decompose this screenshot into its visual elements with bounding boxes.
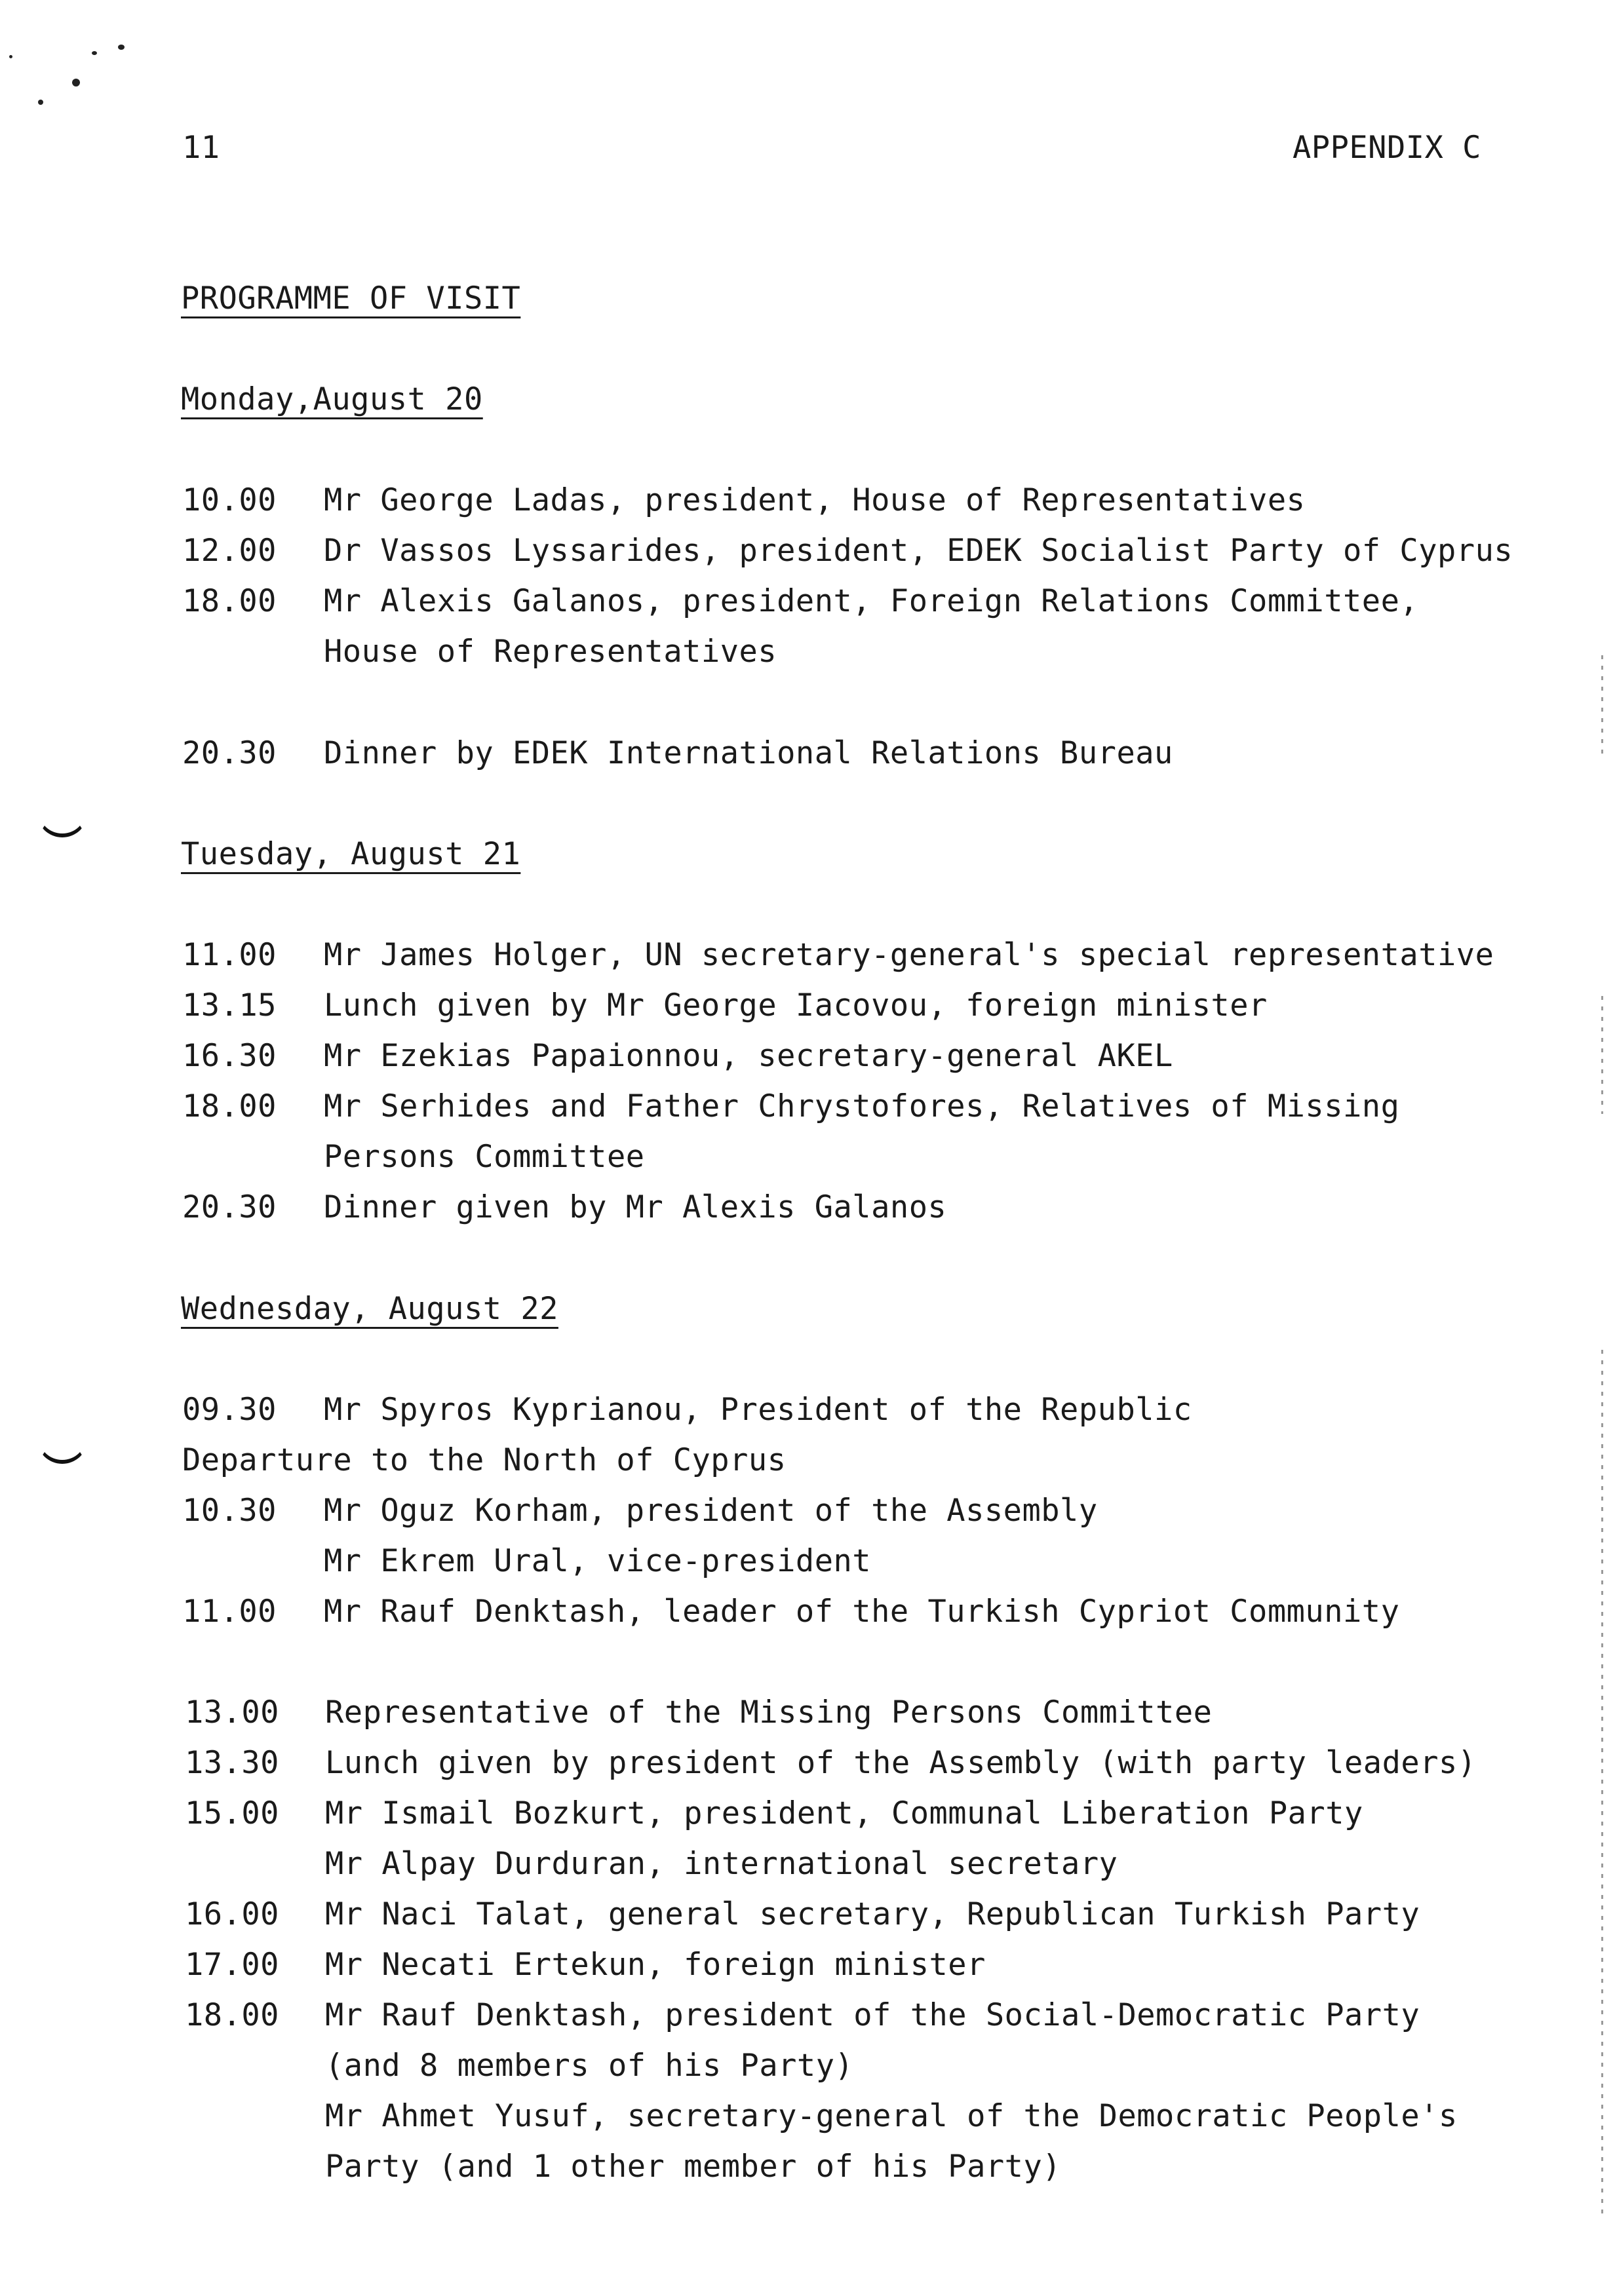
- page-number: 11: [182, 130, 220, 166]
- entry-text: Persons Committee: [324, 1139, 645, 1175]
- entry-text: Party (and 1 other member of his Party): [325, 2149, 1062, 2185]
- entry-time: 09.30: [182, 1392, 277, 1428]
- entry-text: Mr Alexis Galanos, president, Foreign Relations Committee,: [324, 583, 1419, 619]
- appendix-label: APPENDIX C: [1293, 130, 1481, 166]
- entry-text: Mr Ekrem Ural, vice-president: [324, 1543, 872, 1579]
- scan-speck: [38, 100, 43, 105]
- entry-text: Mr Oguz Korham, president of the Assembly: [324, 1493, 1098, 1529]
- scan-speck: [118, 45, 125, 50]
- entry-text: Dr Vassos Lyssarides, president, EDEK Socialist Party of Cyprus: [324, 533, 1513, 569]
- entry-time: 10.00: [182, 482, 277, 518]
- entry-text: Mr Serhides and Father Chrystofores, Relatives of Missing: [324, 1088, 1400, 1124]
- entry-time: 18.00: [182, 1088, 277, 1124]
- entry-time: 13.30: [185, 1745, 279, 1781]
- entry-text: Mr Ahmet Yusuf, secretary-general of the Democratic People's: [325, 2098, 1458, 2134]
- day-heading-tuesday: Tuesday, August 21: [181, 836, 521, 872]
- entry-text: Mr Spyros Kyprianou, President of the Republic: [324, 1392, 1192, 1428]
- page-edge-dots: [1601, 1350, 1603, 2215]
- entry-text: Representative of the Missing Persons Committee: [325, 1694, 1213, 1731]
- entry-time: 11.00: [182, 1594, 277, 1630]
- scan-speck: [92, 51, 97, 55]
- day-heading-monday: Monday,August 20: [181, 381, 483, 417]
- entry-time: 18.00: [185, 1997, 279, 2033]
- scan-speck: [72, 79, 80, 86]
- entry-time: 20.30: [182, 1189, 277, 1225]
- entry-time: 13.00: [185, 1694, 279, 1731]
- entry-text: Mr James Holger, UN secretary-general's special representative: [324, 937, 1494, 973]
- day-heading-wednesday: Wednesday, August 22: [181, 1291, 558, 1327]
- binder-arc: [37, 1434, 88, 1464]
- entry-time: 11.00: [182, 937, 277, 973]
- entry-text: Dinner by EDEK International Relations Bureau: [324, 735, 1173, 771]
- entry-time: 15.00: [185, 1795, 279, 1831]
- entry-time: 13.15: [182, 987, 277, 1024]
- page-title: PROGRAMME OF VISIT: [181, 280, 521, 316]
- page-edge-dots: [1601, 996, 1603, 1114]
- entry-text: Mr Alpay Durduran, international secretary: [325, 1846, 1118, 1882]
- entry-text: Mr George Ladas, president, House of Representatives: [324, 482, 1306, 518]
- entry-text: Mr Necati Ertekun, foreign minister: [325, 1947, 986, 1983]
- binder-arc: [37, 807, 88, 837]
- entry-text: Departure to the North of Cyprus: [182, 1442, 787, 1478]
- entry-time: 10.30: [182, 1493, 277, 1529]
- entry-time: 18.00: [182, 583, 277, 619]
- scan-speck: [9, 55, 12, 58]
- entry-text: Lunch given by Mr George Iacovou, foreign minister: [324, 987, 1268, 1024]
- entry-time: 12.00: [182, 533, 277, 569]
- entry-text: Mr Ezekias Papaionnou, secretary-general AKEL: [324, 1038, 1173, 1074]
- entry-text: Mr Ismail Bozkurt, president, Communal Liberation Party: [325, 1795, 1363, 1831]
- entry-text: (and 8 members of his Party): [325, 2048, 854, 2084]
- entry-time: 17.00: [185, 1947, 279, 1983]
- entry-text: Mr Rauf Denktash, president of the Social-Democratic Party: [325, 1997, 1420, 2033]
- page-edge-dots: [1601, 655, 1603, 760]
- entry-text: House of Representatives: [324, 634, 777, 670]
- entry-text: Mr Naci Talat, general secretary, Republican Turkish Party: [325, 1896, 1420, 1932]
- entry-time: 20.30: [182, 735, 277, 771]
- entry-time: 16.00: [185, 1896, 279, 1932]
- entry-text: Lunch given by president of the Assembly (with party leaders): [325, 1745, 1477, 1781]
- entry-text: Mr Rauf Denktash, leader of the Turkish Cypriot Community: [324, 1594, 1400, 1630]
- entry-time: 16.30: [182, 1038, 277, 1074]
- entry-text: Dinner given by Mr Alexis Galanos: [324, 1189, 947, 1225]
